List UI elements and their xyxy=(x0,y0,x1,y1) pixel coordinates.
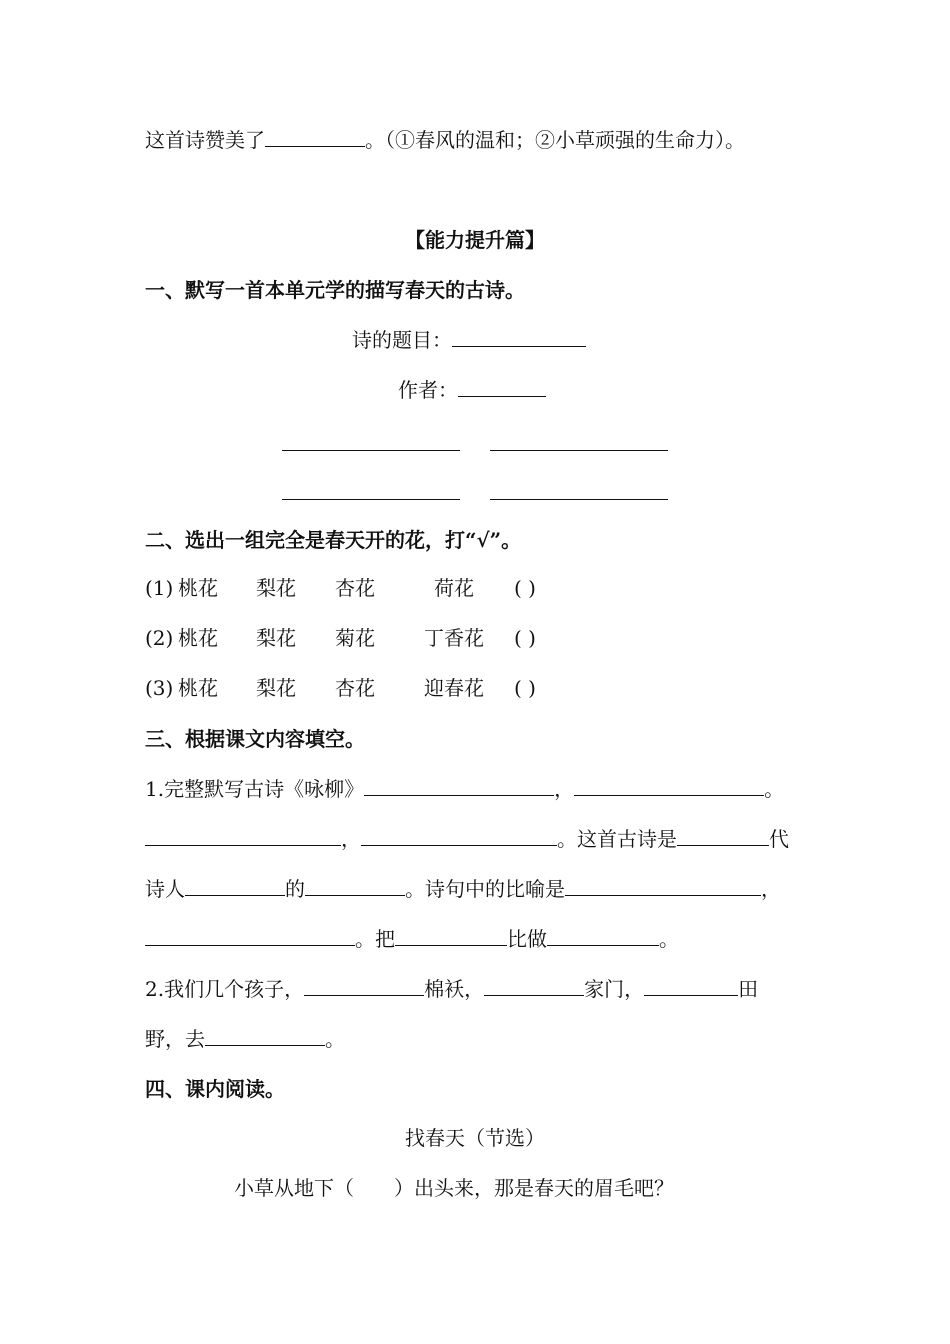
flower-name: 丁香花 xyxy=(424,626,484,650)
q3-item1-line4: 。把 比做 。 xyxy=(145,925,679,953)
flower-name: 菊花 xyxy=(335,626,375,650)
q3-item1-line3: 诗人 的 。诗句中的比喻是 ， xyxy=(145,877,781,901)
verb-blank[interactable] xyxy=(205,1025,325,1046)
q4-heading: 四、课内阅读。 xyxy=(145,1077,285,1101)
flower-name: 桃花 xyxy=(178,576,218,600)
q2-heading: 二、选出一组完全是春天开的花，打“√”。 xyxy=(145,528,522,552)
q3-item1-line2: ， 。这首古诗是 代 xyxy=(145,825,789,853)
answer-parentheses[interactable]: ( ) xyxy=(514,626,536,650)
flower-name: 杏花 xyxy=(335,576,375,600)
compare-from-blank[interactable] xyxy=(395,925,507,946)
top-sentence-suffix: 。（①春风的温和；②小草顽强的生命力）。 xyxy=(365,128,745,152)
q3-item1-line1: 1.完整默写古诗《咏柳》 ， 。 xyxy=(145,777,785,801)
metaphor-blank[interactable] xyxy=(565,875,761,896)
verb-blank[interactable] xyxy=(304,975,424,996)
author-label: 作者： xyxy=(398,378,458,402)
author-blank[interactable] xyxy=(458,376,546,397)
metaphor-blank[interactable] xyxy=(145,925,355,946)
flower-name: 桃花 xyxy=(178,676,218,700)
top-sentence-prefix: 这首诗赞美了 xyxy=(145,128,265,152)
passage-title: 找春天（节选） xyxy=(405,1126,545,1150)
flower-name: 梨花 xyxy=(256,576,296,600)
poet-blank[interactable] xyxy=(185,875,285,896)
poem-title-blank[interactable] xyxy=(452,326,586,347)
poem-line-blank[interactable] xyxy=(364,775,554,796)
poem-line-blank-3[interactable] xyxy=(282,498,460,500)
top-sentence xyxy=(145,126,745,154)
section-title: 【能力提升篇】 xyxy=(405,228,545,252)
flower-name: 迎春花 xyxy=(424,676,484,700)
answer-parentheses[interactable]: ( ) xyxy=(514,576,536,600)
flower-name: 桃花 xyxy=(178,626,218,650)
verb-blank[interactable] xyxy=(484,975,584,996)
answer-blank[interactable] xyxy=(265,126,365,147)
poem-line-blank-1[interactable] xyxy=(282,449,460,451)
flower-name: 杏花 xyxy=(335,676,375,700)
q1-author-row xyxy=(398,376,546,404)
option-number: (2) xyxy=(145,626,174,650)
answer-parentheses[interactable]: ( ) xyxy=(514,676,536,700)
passage-line-1: 小草从地下（ ）出头来，那是春天的眉毛吧？ xyxy=(234,1176,674,1200)
option-number: (3) xyxy=(145,676,174,700)
verb-blank[interactable] xyxy=(644,975,738,996)
flower-name: 梨花 xyxy=(256,626,296,650)
q3-item2-line1: 2.我们几个孩子， 棉袄， 家门， 田 xyxy=(145,977,759,1001)
q1-title-row xyxy=(352,326,586,354)
poem-line-blank-4[interactable] xyxy=(490,498,668,500)
poem-title-label: 诗的题目： xyxy=(352,328,452,352)
poem-line-blank[interactable] xyxy=(361,825,557,846)
flower-name: 荷花 xyxy=(434,576,474,600)
poem-line-blank[interactable] xyxy=(574,775,764,796)
q3-heading: 三、根据课文内容填空。 xyxy=(145,727,365,751)
dynasty-blank[interactable] xyxy=(677,825,769,846)
option-number: (1) xyxy=(145,576,174,600)
q1-heading: 一、默写一首本单元学的描写春天的古诗。 xyxy=(145,278,525,302)
flower-name: 梨花 xyxy=(256,676,296,700)
q3-item2-line2: 野，去 。 xyxy=(145,1027,345,1051)
poem-line-blank-2[interactable] xyxy=(490,449,668,451)
work-blank[interactable] xyxy=(305,875,405,896)
compare-to-blank[interactable] xyxy=(547,925,659,946)
poem-line-blank[interactable] xyxy=(145,825,341,846)
